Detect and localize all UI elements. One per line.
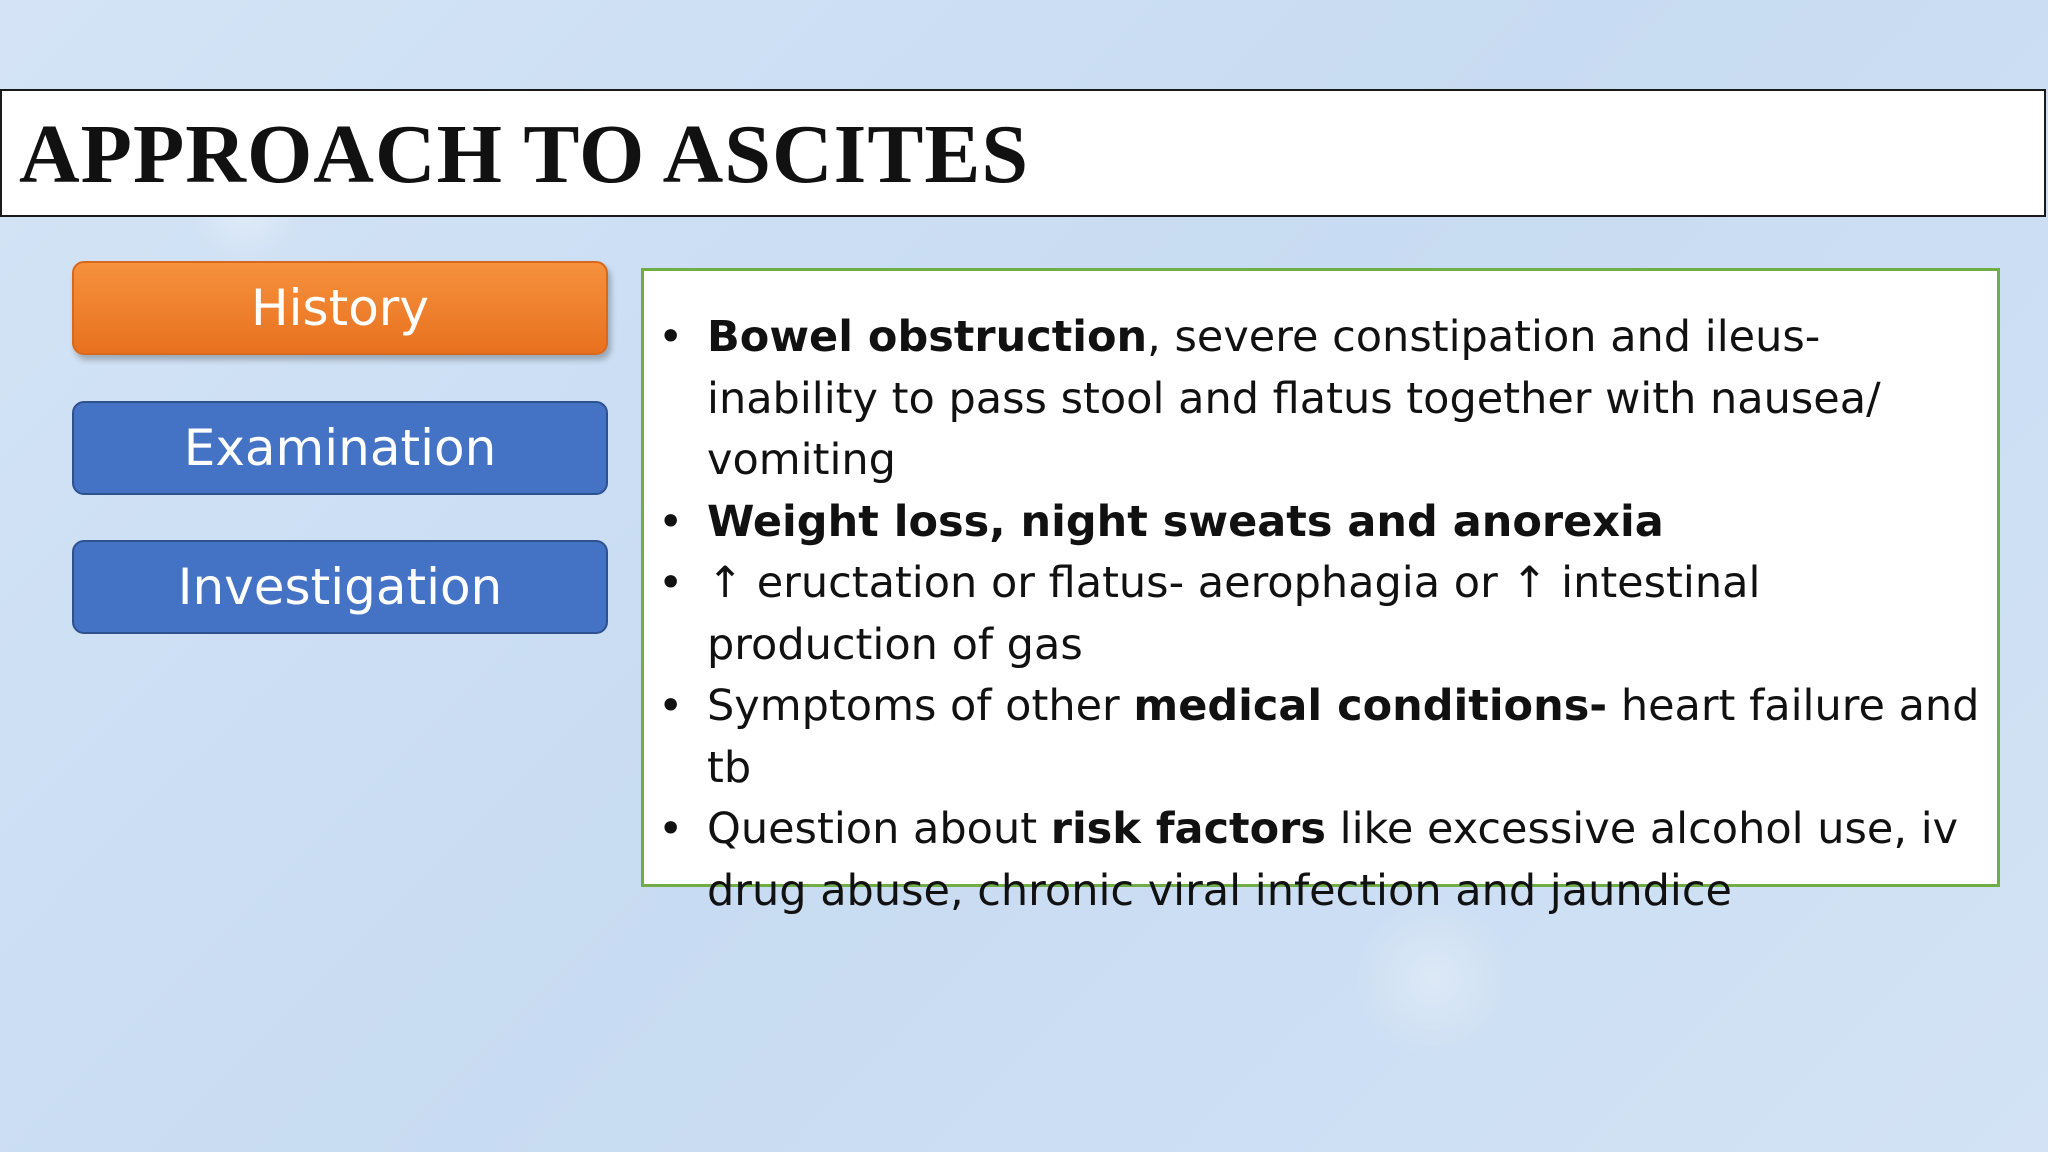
bullet-text: , severe constipation and ileus- inability to pass stool and flatus together with nausea/ vomiting [707, 312, 1881, 485]
bullet-risk-factors [658, 799, 1988, 922]
bullet-icon: • [658, 804, 684, 854]
bullet-icon: • [658, 558, 684, 608]
bullet-icon: • [658, 496, 684, 547]
history-button[interactable]: History [72, 261, 608, 355]
bullet-text: ↑ eructation or flatus- aerophagia or ↑ intestinal production of gas [707, 558, 1761, 670]
investigation-button[interactable]: Investigation [72, 540, 608, 634]
bullet-text-bold: Bowel obstruction [707, 312, 1148, 362]
bullet-eructation [658, 553, 1988, 676]
bullet-icon: • [658, 312, 684, 362]
bullet-bowel-obstruction [658, 307, 1988, 492]
title-bar [0, 89, 2046, 217]
examination-button[interactable]: Examination [72, 401, 608, 495]
bullet-text: Symptoms of other [707, 681, 1134, 731]
bullet-text: like excessive alcohol use, iv drug abuse, chronic viral infection and jaundice [707, 804, 1959, 916]
bullet-icon: • [658, 681, 684, 731]
history-content-panel [641, 268, 2000, 916]
bullet-weight-loss [658, 492, 1988, 554]
bullet-text-bold: Weight loss, night sweats and anorexia [707, 496, 1664, 547]
bullet-text-bold: medical conditions- [1133, 681, 1608, 731]
history-bullet-list [658, 307, 1988, 922]
bullet-medical-conditions [658, 676, 1988, 799]
bullet-text: Question about [707, 804, 1051, 854]
slide-title: APPROACH TO ASCITES [19, 108, 1030, 201]
bullet-text-bold: risk factors [1050, 804, 1326, 854]
bullet-text: heart failure and tb [707, 681, 1980, 793]
